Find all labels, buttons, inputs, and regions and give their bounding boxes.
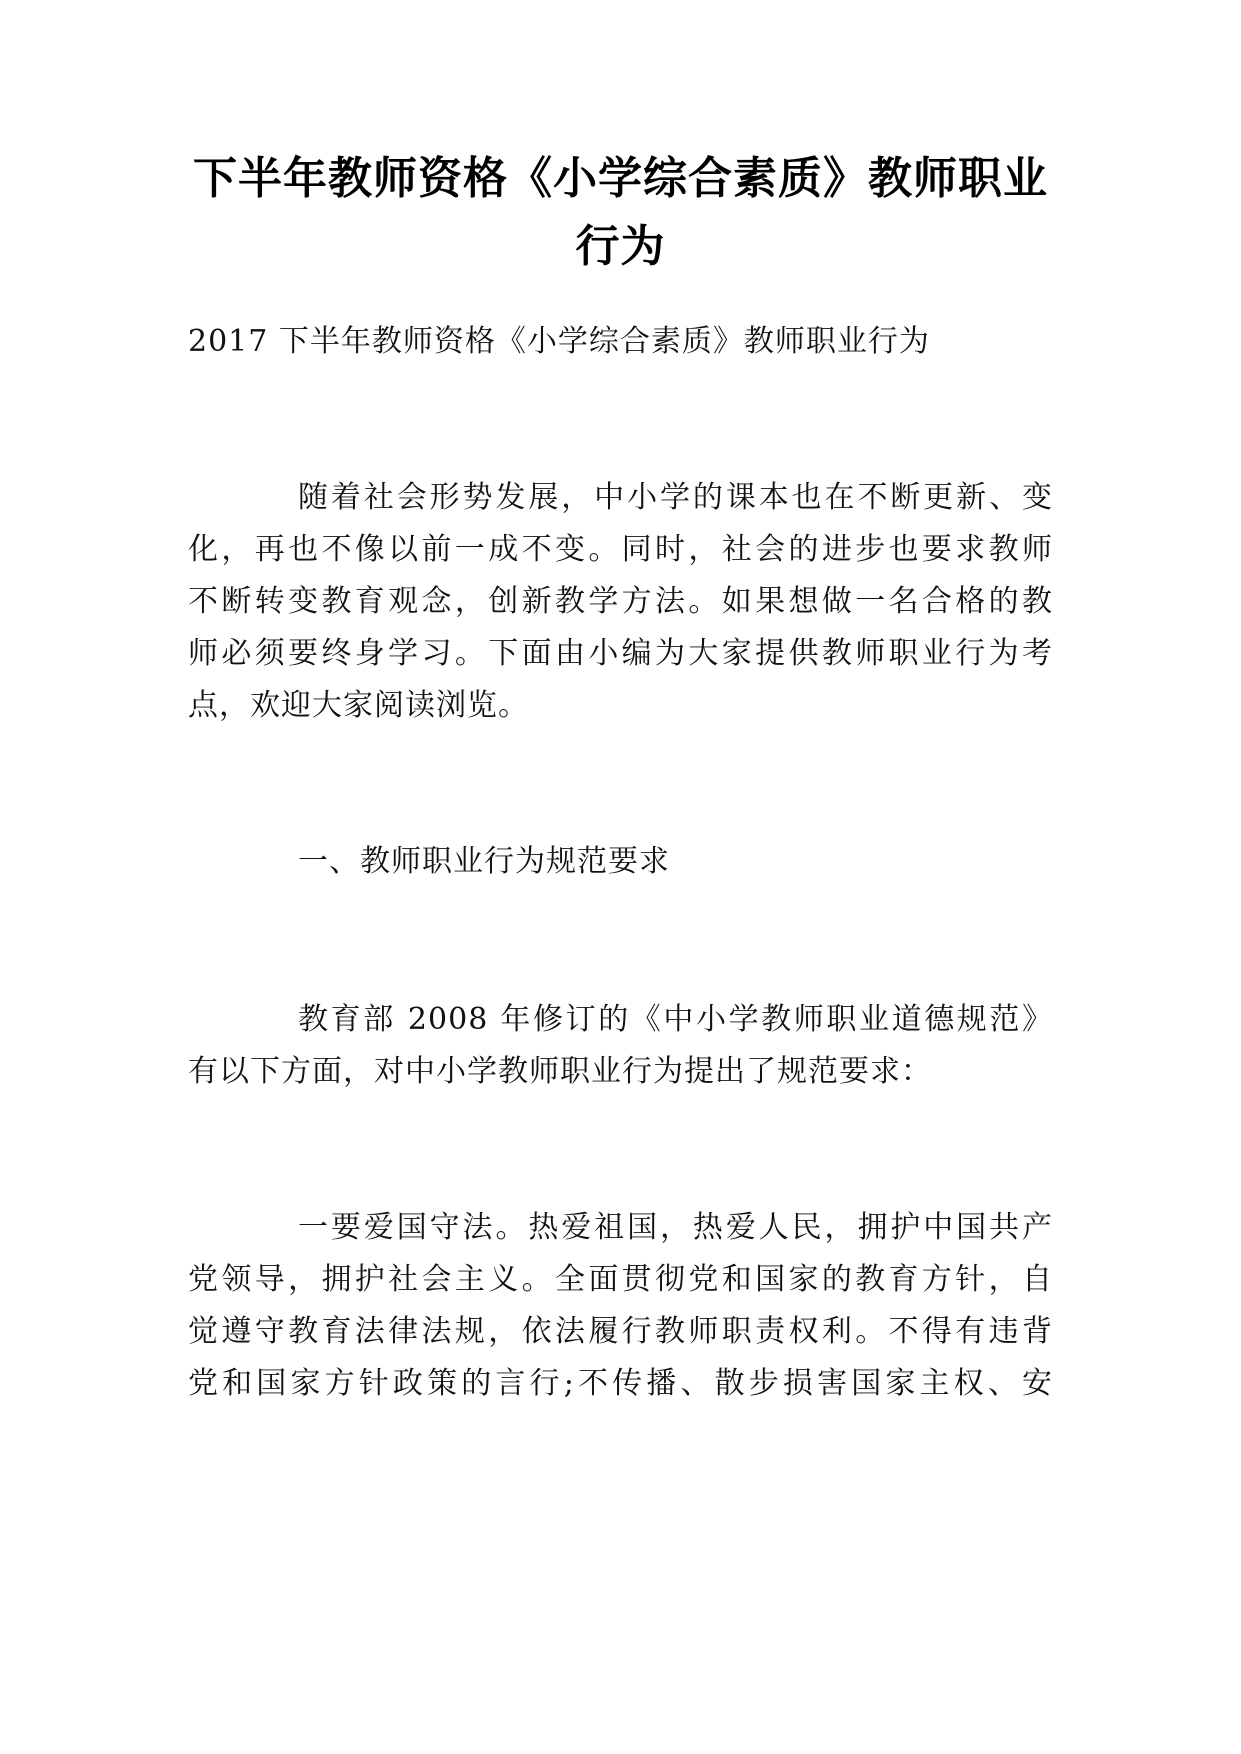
document-subtitle: 2017 下半年教师资格《小学综合素质》教师职业行为 (188, 324, 930, 359)
section-1-heading: 一、教师职业行为规范要求 (298, 844, 670, 879)
document-title-line-2: 行为 (575, 221, 666, 272)
paragraph-3-line-1: 一要爱国守法。热爱祖国，热爱人民，拥护中国共产 (298, 1210, 1053, 1245)
paragraph-1-line-2: 化，再也不像以前一成不变。同时，社会的进步也要求教师 (188, 532, 1053, 567)
paragraph-2-line-2: 有以下方面，对中小学教师职业行为提出了规范要求： (188, 1054, 932, 1089)
paragraph-1-line-1: 随着社会形势发展，中小学的课本也在不断更新、变 (298, 480, 1053, 515)
paragraph-2-line-1: 教育部 2008 年修订的《中小学教师职业道德规范》 (298, 1002, 1053, 1037)
paragraph-3-line-3: 觉遵守教育法律法规，依法履行教师职责权利。不得有违背 (188, 1314, 1053, 1349)
paragraph-3-line-2: 党领导，拥护社会主义。全面贯彻党和国家的教育方针，自 (188, 1262, 1053, 1297)
document-title-line-1: 下半年教师资格《小学综合素质》教师职业 (193, 153, 1048, 204)
paragraph-1-line-5: 点，欢迎大家阅读浏览。 (188, 688, 529, 723)
paragraph-3-line-4: 党和国家方针政策的言行;不传播、散步损害国家主权、安 (188, 1366, 1053, 1401)
paragraph-1-line-4: 师必须要终身学习。下面由小编为大家提供教师职业行为考 (188, 636, 1053, 671)
paragraph-1-line-3: 不断转变教育观念，创新教学方法。如果想做一名合格的教 (188, 584, 1053, 619)
